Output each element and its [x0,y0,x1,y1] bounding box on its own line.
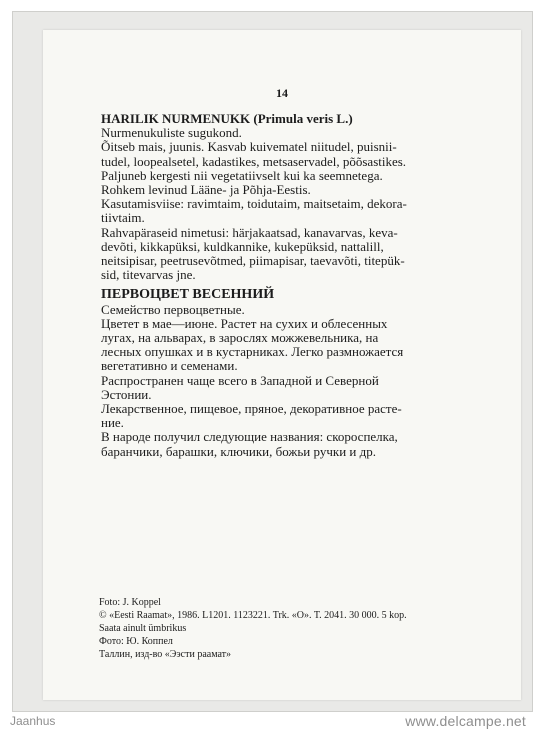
estonian-line: tudel, loopealsetel, kadastikes, metsaservadel, põõsastikes. [101,153,407,169]
russian-line: В народе получил следующие названия: скороспелка, [101,429,398,445]
credit-line: Foto: J. Koppel [99,597,161,608]
russian-line: лугах, на альварах, в зарослях можжевельника, на [101,330,379,346]
site-watermark: www.delcampe.net [405,713,526,729]
russian-line: Лекарственное, пищевое, пряное, декоративное расте- [101,401,402,417]
russian-line: Семейство первоцветные. [101,301,245,317]
page-number: 14 [276,86,288,100]
russian-line: ние. [101,415,124,431]
estonian-line: sid, titevarvas jne. [101,267,196,283]
russian-line: вегетативно и семенами. [101,358,238,374]
publisher-credits [99,596,499,661]
card-text [101,112,505,459]
estonian-line: Rohkem levinud Lääne- ja Põhja-Eestis. [101,182,311,198]
credit-line: Saata ainult ümbrikus [99,623,187,634]
estonian-line: devõti, kikkapüksi, kuldkannike, kukepüksid, nattalill, [101,238,384,254]
credit-line: © «Eesti Raamat», 1986. L1201. 1123221. Trk. «O». T. 2041. 30 000. 5 kop. [99,610,407,621]
credit-line: Фото: Ю. Коппел [99,636,173,647]
postcard [43,30,521,700]
estonian-line: Õitseb mais, juunis. Kasvab kuivematel niitudel, puisnii- [101,139,397,155]
scan-background [12,11,533,712]
estonian-line: neitsipisar, peetrusevõtmed, piimapisar, taevavõti, titepük- [101,253,405,269]
russian-title: ПЕРВОЦВЕТ ВЕСЕННИЙ [101,287,275,303]
russian-line: Эстонии. [101,386,152,402]
credit-line: Таллин, изд-во «Ээсти раамат» [99,649,232,660]
seller-watermark: Jaanhus [10,714,56,728]
estonian-line: tiivtaim. [101,210,145,226]
estonian-line: Paljuneb kergesti nii vegetatiivselt kui ka seemnetega. [101,167,383,183]
russian-line: Распространен чаще всего в Западной и Северной [101,372,379,388]
estonian-line: Nurmenukuliste sugukond. [101,125,242,141]
russian-line: баранчики, барашки, ключики, божьи ручки и др. [101,443,376,459]
russian-line: Цветет в мае—июне. Растет на сухих и облесенных [101,315,388,331]
estonian-title: HARILIK NURMENUKK (Primula veris L.) [101,111,353,126]
watermark-bar [0,711,542,730]
estonian-line: Rahvapäraseid nimetusi: härjakaatsad, kanavarvas, keva- [101,224,398,240]
russian-line: лесных опушках и в кустарниках. Легко размножается [101,344,404,360]
estonian-line: Kasutamisviise: ravimtaim, toidutaim, maitsetaim, dekora- [101,196,407,212]
